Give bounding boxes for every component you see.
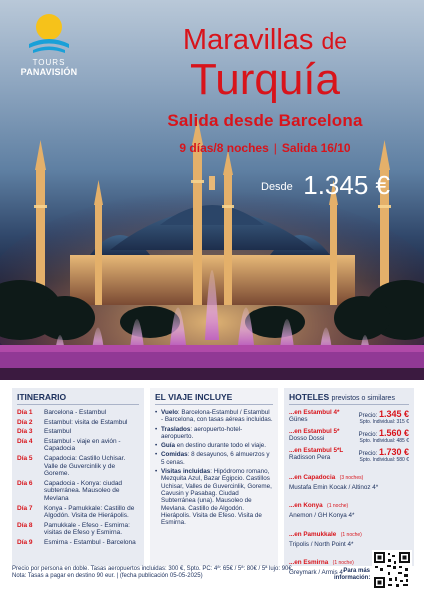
hotel-city-block [289, 466, 409, 491]
includes-item-label: Visitas incluidas [161, 468, 211, 476]
hotel-price-value: 1.345 € [378, 409, 409, 419]
title-maravillas: Maravillas [182, 24, 314, 56]
itinerary-day-text: Pamukkale - Efeso - Esmirna: visitas de Efeso y Esmirna. [44, 521, 130, 537]
hotel-city-hotels: Tripolis / North Point 4* [289, 540, 354, 548]
itinerary-day-text: Estambul: visita de Estambul [44, 418, 128, 426]
qr-code-icon[interactable] [372, 550, 412, 590]
separator: | [273, 141, 277, 155]
departure-date: Salida 16/10 [281, 141, 351, 155]
hotel-city-nights: (1 noche) [332, 560, 354, 567]
sun-wave-logo-icon [27, 12, 71, 56]
info-panel [0, 380, 424, 600]
hotel-city-hotels: Greymark / Armis 4* [289, 569, 346, 577]
hotel-option-left [289, 428, 339, 442]
includes-item [155, 409, 273, 424]
itinerary-day-label: Día 2 [17, 418, 33, 426]
price-from-label: Desde [261, 181, 293, 193]
hotel-single-supplement: Spto. Individual: 485 € [359, 438, 409, 444]
hotel-city-nights: (1 noche) [340, 531, 362, 538]
itinerary-day-text: Capadocia - Konya: ciudad subterránea. Mausoleo de Mevlana [44, 479, 123, 502]
hotel-option-row [289, 409, 409, 425]
logo-tours-text: TOURS [32, 58, 66, 67]
itinerary-day-label: Día 5 [17, 454, 33, 462]
itinerary-day-text: Esmirna - Estambul - Barcelona [44, 538, 136, 546]
includes-section [150, 388, 278, 566]
hotel-city-name: ...en Konya [289, 502, 323, 510]
hotel-price-value: 1.560 € [378, 428, 409, 438]
includes-item [155, 426, 273, 441]
duration-text: 9 días/8 noches [179, 141, 269, 155]
itinerary-day-label: Día 1 [17, 409, 33, 416]
departure-city: Salida desde Barcelona [167, 111, 363, 130]
price-from [261, 170, 390, 201]
hotel-option-city: ...en Estambul 4* [289, 409, 340, 416]
itinerary-day-label: Día 3 [17, 428, 33, 436]
title-de: de [321, 28, 348, 54]
itinerary-day-row [17, 455, 139, 478]
hotel-city-line [289, 523, 409, 541]
hotels-heading [289, 392, 409, 405]
trip-title-block [140, 24, 390, 155]
itinerary-day-label: Día 8 [17, 521, 33, 529]
title-destination: Turquía [189, 55, 340, 104]
itinerary-day-row [17, 438, 139, 453]
hotel-option-row [289, 428, 409, 444]
hotel-option [289, 447, 409, 463]
hotel-option-name: Radisson Pera [289, 454, 331, 461]
hotel-city-line [289, 466, 409, 484]
includes-heading: EL VIAJE INCLUYE [155, 392, 273, 405]
hotels-heading-sub: previstos o similares [331, 395, 395, 402]
hotel-city-block [289, 494, 409, 519]
hotel-single-supplement: Spto. Individual: 580 € [359, 457, 409, 463]
includes-item-text: en destino durante todo el viaje. [175, 442, 267, 450]
itinerary-day-label: Día 9 [17, 538, 33, 546]
hotel-city-nights: (1 noche) [327, 503, 349, 510]
includes-list [155, 409, 273, 526]
hotel-option-name: Dosso Dossi [289, 435, 325, 442]
title-line-1 [140, 24, 390, 57]
itinerary-day-label: Día 4 [17, 437, 33, 445]
hotel-price-label: Precio: [358, 451, 378, 457]
includes-item-label: Traslados [161, 425, 191, 433]
hotel-option-price [359, 447, 409, 463]
hotel-price-label: Precio: [358, 413, 378, 419]
hotel-option-left [289, 409, 339, 423]
hotel-option-row [289, 447, 409, 463]
price-value: 1.345 € [303, 170, 390, 200]
includes-item-label: Guía [161, 442, 175, 450]
itinerary-section [12, 388, 144, 566]
itinerary-day-row [17, 419, 139, 427]
hotel-city-line [289, 494, 409, 512]
hotel-city-nights: (3 noches) [339, 475, 364, 481]
itinerary-day-text: Estambul - viaje en avión - Capadocia [44, 437, 121, 453]
includes-item-text: : Hipódromo romano, Mezquita Azul, Bazar Egipcio. Castillos Uchisar, Valles de Guvercinlik, Goreme, Cavusin y Pasabag. Ciudad Subterránea (una). Mausoleo de Mevlana. Castillo de Algodón. Hierápolis. Visita de Efeso. Visita de Esmirna. [161, 468, 272, 527]
itinerary-day-row [17, 522, 139, 537]
includes-item [155, 442, 273, 449]
includes-item-label: Vuelo [161, 409, 178, 416]
includes-item [155, 451, 273, 466]
hotel-single-supplement: Spto. Individual: 315 € [359, 419, 409, 425]
itinerary-day-text: Barcelona - Estambul [44, 409, 107, 416]
hotel-city-block [289, 523, 409, 548]
itinerary-day-row [17, 480, 139, 503]
panavision-logo [14, 12, 84, 77]
itinerary-day-text: Konya - Pamukkale: Castillo de Algodón. Visita de Hierápolis. [44, 504, 135, 520]
footer-note: Precio por persona en doble. Tasas aeropuertos incluidas: 300 €, Spto. PC: 4ª: 65€ / 5ª: 80€ / 5ª lujo: 90€. Nota: Tasas a pagar en destino 90 eur. | (fecha publicación 05-05-2025) [12, 566, 294, 580]
hotels-heading-text: HOTELES [289, 392, 330, 402]
itinerary-day-label: Día 7 [17, 504, 33, 512]
hotel-options [289, 409, 409, 463]
hotel-city-hotels: Anemon / GH Konya 4* [289, 512, 355, 520]
itinerary-day-text: Capadocia: Castillo Uchisar. Valle de Guvercinlik y de Goreme. [44, 454, 126, 478]
includes-item-text: : 8 desayunos, 6 almuerzos y 5 cenas. [161, 451, 270, 466]
hotel-option [289, 409, 409, 425]
hotel-city-hotels: Mustafa Emin Kocak / Altinoz 4* [289, 484, 379, 491]
duration-departure [140, 141, 390, 155]
hotel-city-name: ...en Pamukkale [289, 530, 337, 538]
hotel-price-label: Precio: [358, 432, 378, 438]
includes-item-text: : Barcelona-Estambul / Estambul - Barcelona, con tasas aéreas incluidas. [161, 409, 273, 424]
hotel-option-city: ...en Estambul 5*L [289, 447, 344, 454]
itinerary-list [17, 409, 139, 547]
itinerary-day-row [17, 428, 139, 436]
qr-label: Para más información: [334, 568, 371, 581]
hotel-city-name: ...en Capadocia [289, 474, 336, 481]
itinerary-day-row [17, 409, 139, 417]
itinerary-day-row [17, 539, 139, 547]
includes-item-label: Comidas [161, 451, 188, 459]
itinerary-day-text: Estambul [44, 428, 72, 436]
includes-item [155, 468, 273, 526]
hotel-option-city: ...en Estambul 5* [289, 428, 340, 435]
itinerary-heading: ITINERARIO [17, 392, 139, 405]
hotel-option-price [359, 428, 409, 444]
includes-item-text: : aeropuerto-hotel-aeropuerto. [161, 425, 243, 440]
hotel-option-name: Günes [289, 416, 308, 423]
hotel-price-value: 1.730 € [378, 447, 409, 457]
logo-brand-text: PANAVISIÓN [20, 67, 78, 77]
itinerary-day-label: Día 6 [17, 479, 33, 487]
hotel-option-price [359, 409, 409, 425]
hotel-city-name: ...en Esmirna [289, 559, 329, 567]
itinerary-day-row [17, 505, 139, 520]
hotel-option-left [289, 447, 343, 461]
hotel-option [289, 428, 409, 444]
